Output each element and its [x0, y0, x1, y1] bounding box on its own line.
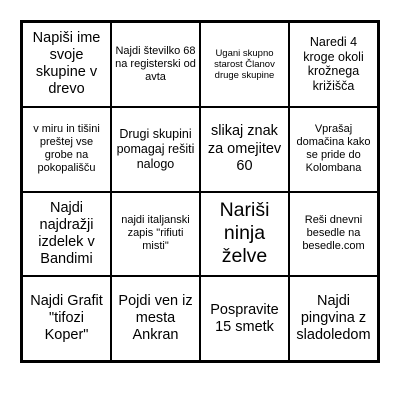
header-letter-2	[110, 0, 200, 20]
bingo-cell-text: Drugi skupini pomagaj rešiti nalogo	[116, 127, 195, 171]
bingo-cell-text: slikaj znak za omejitev 60	[207, 123, 282, 174]
bingo-cell-text: najdi italjanski zapis "rifiuti misti"	[121, 214, 190, 253]
bingo-cell-text: Najdi pingvina z sladoledom	[296, 292, 371, 344]
bingo-cell-text: Pojdi ven iz mesta Ankran	[118, 292, 193, 344]
bingo-cell[interactable]	[111, 107, 200, 192]
bingo-cell[interactable]	[289, 22, 378, 107]
header-letter-4	[290, 0, 380, 20]
bingo-cell-text: Ugani skupno starost Članov druge skupine	[214, 47, 275, 81]
bingo-header	[20, 0, 380, 20]
bingo-cell[interactable]	[200, 276, 289, 361]
bingo-cell[interactable]	[22, 192, 111, 277]
bingo-cell[interactable]	[289, 192, 378, 277]
bingo-cell-text: v miru in tišini preštej vse grobe na pokopališču	[33, 123, 100, 175]
bingo-cell-text: Napiši ime svoje skupine v drevo	[32, 30, 101, 98]
bingo-cell[interactable]	[22, 276, 111, 361]
bingo-card	[20, 20, 380, 363]
bingo-cell-text: Naredi 4 kroge okoli krožnega križišča	[303, 34, 364, 94]
bingo-cell[interactable]	[200, 22, 289, 107]
bingo-cell[interactable]	[111, 192, 200, 277]
bingo-cell-text: Najdi številko 68 na registerski od avta	[115, 44, 196, 83]
bingo-cell-text: Najdi najdražji izdelek v Bandimi	[38, 199, 95, 267]
bingo-cell[interactable]	[111, 22, 200, 107]
header-letter-1	[20, 0, 110, 20]
bingo-cell-text: Reši dnevni besedle na besedle.com	[302, 214, 365, 253]
bingo-cell[interactable]	[22, 22, 111, 107]
bingo-cell[interactable]	[22, 107, 111, 192]
bingo-cell-text: Vprašaj domačina kako se pride do Kolombana	[296, 123, 371, 175]
bingo-cell[interactable]	[111, 276, 200, 361]
bingo-cell[interactable]	[200, 192, 289, 277]
bingo-cell[interactable]	[289, 107, 378, 192]
bingo-cell-text: Najdi Grafit "tifozi Koper"	[30, 292, 103, 344]
bingo-cell[interactable]	[200, 107, 289, 192]
bingo-cell-text: Pospravite 15 smetk	[210, 301, 279, 335]
bingo-cell-text: Nariši ninja želve	[219, 199, 270, 268]
header-letter-3	[200, 0, 290, 20]
bingo-cell[interactable]	[289, 276, 378, 361]
